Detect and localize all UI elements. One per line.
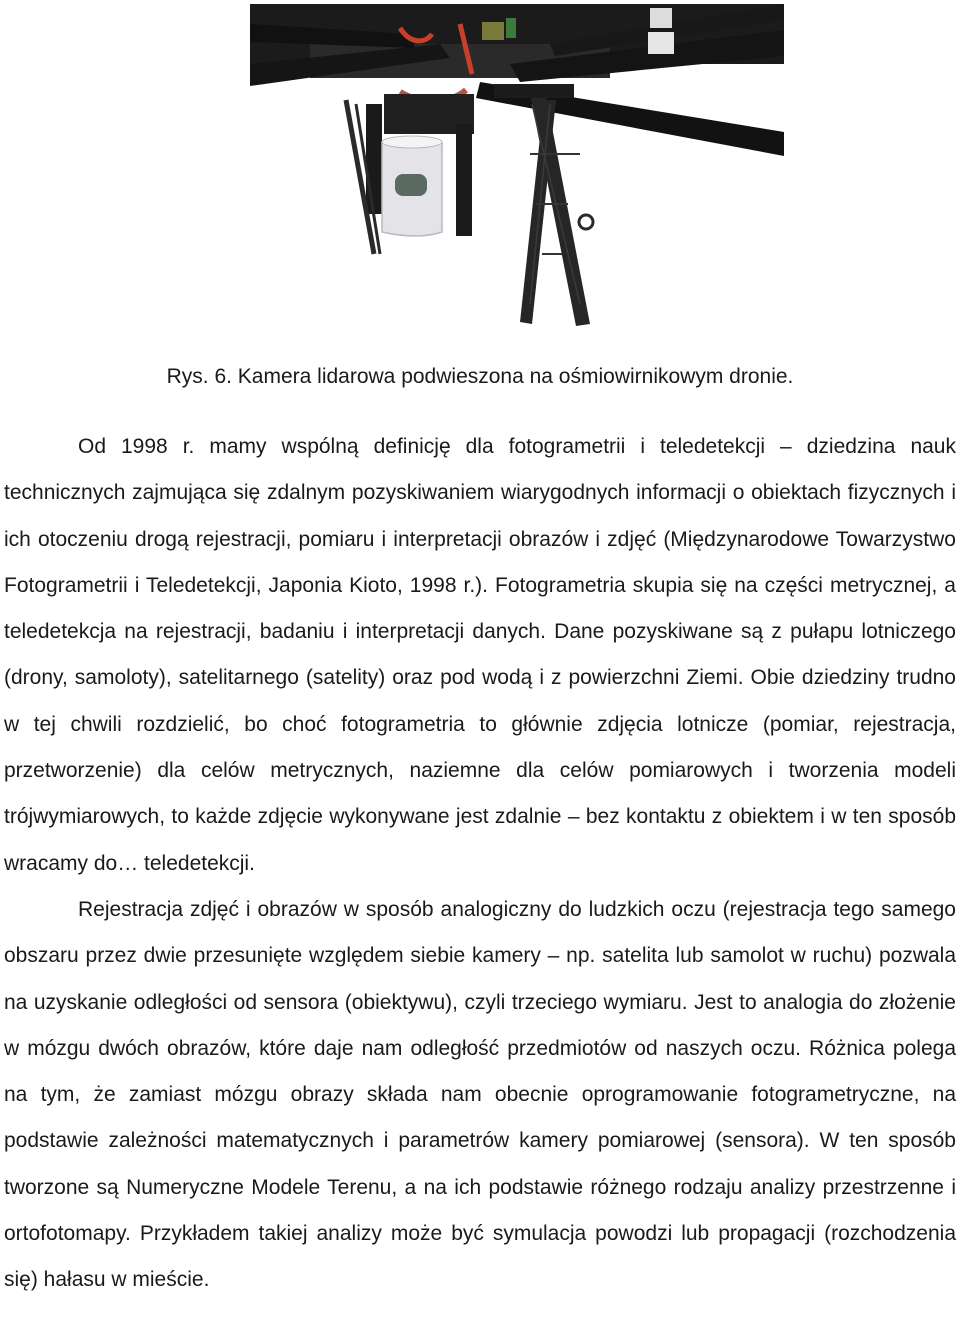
paragraph-2 xyxy=(4,887,956,1304)
text-line: interpretacji danych. Dane pozyskiwane są z pułapu lotniczego (drony, samoloty), xyxy=(4,620,956,690)
text-line: oprogramowanie fotogrametryczne, na podstawie zależności matematycznych i parametrów xyxy=(4,1083,956,1153)
text-line: ten sposób wracamy do… teledetekcji. xyxy=(4,805,957,875)
drone-lidar-photo xyxy=(250,4,784,330)
text-line: przetworzenie) dla celów metrycznych, naziemne dla celów pomiarowych i tworzenia modeli xyxy=(4,759,956,783)
text-line: ich podstawie różnego rodzaju analizy przestrzenne i ortofotomapy. Przykładem takiej analizy xyxy=(4,1175,956,1246)
text-line: satelitarnego (satelity) oraz pod wodą i z powierzchni Ziemi. Obie dziedziny trudno w tej chwili xyxy=(4,666,956,736)
text-line: trójwymiarowych, to każde zdjęcie wykonywane jest zdalnie – bez kontaktu z obiektem i w xyxy=(4,805,847,829)
article-body xyxy=(4,424,956,1304)
text-line: technicznych zajmująca się zdalnym pozyskiwaniem wiarygodnych informacji o obiektach xyxy=(4,481,842,505)
figure-caption: Rys. 6. Kamera lidarowa podwieszona na ośmiowirnikowym dronie. xyxy=(166,365,794,388)
text-line: rozdzielić, bo choć fotogrametria to głównie zdjęcia lotnicze (pomiar, rejestracja, xyxy=(136,712,956,736)
text-line: samego obszaru przez dwie przesunięte względem siebie kamery – np. satelita lub samolot w xyxy=(4,897,956,968)
text-line: fizycznych i ich otoczeniu drogą rejestracji, pomiaru i interpretacji obrazów i zdjęć xyxy=(4,481,957,551)
text-line: Fotogrametria skupia się na części metrycznej, a teledetekcja na rejestracji, badaniu i xyxy=(4,573,956,644)
text-line: to analogia do złożenie w mózgu dwóch obrazów, które daje nam odległość przedmiotów od xyxy=(4,990,956,1060)
text-line: Od 1998 r. mamy wspólną definicję dla fotogrametrii i teledetekcji – dziedzina nauk xyxy=(78,435,956,458)
text-line: kamery pomiarowej (sensora). W ten sposób tworzone są Numeryczne Modele Terenu, a na xyxy=(4,1129,956,1199)
octocopter-illustration xyxy=(250,4,784,330)
text-line: może być symulacja powodzi lub propagacji (rozchodzenia się) hałasu w mieście. xyxy=(4,1222,956,1292)
paragraph-1 xyxy=(4,424,956,887)
text-line: naszych oczu. Różnica polega na tym, że zamiast mózgu obrazy składa nam obecnie xyxy=(4,1036,956,1107)
text-line: ruchu) pozwala na uzyskanie odległości od sensora (obiektywu), czyli trzeciego wymiaru. Jest xyxy=(4,944,957,1014)
text-line: (Międzynarodowe Towarzystwo Fotogrametrii i Teledetekcji, Japonia Kioto, 1998 r.). xyxy=(4,527,956,597)
text-line: Rejestracja zdjęć i obrazów w sposób analogiczny do ludzkich oczu (rejestracja tego xyxy=(78,897,875,921)
